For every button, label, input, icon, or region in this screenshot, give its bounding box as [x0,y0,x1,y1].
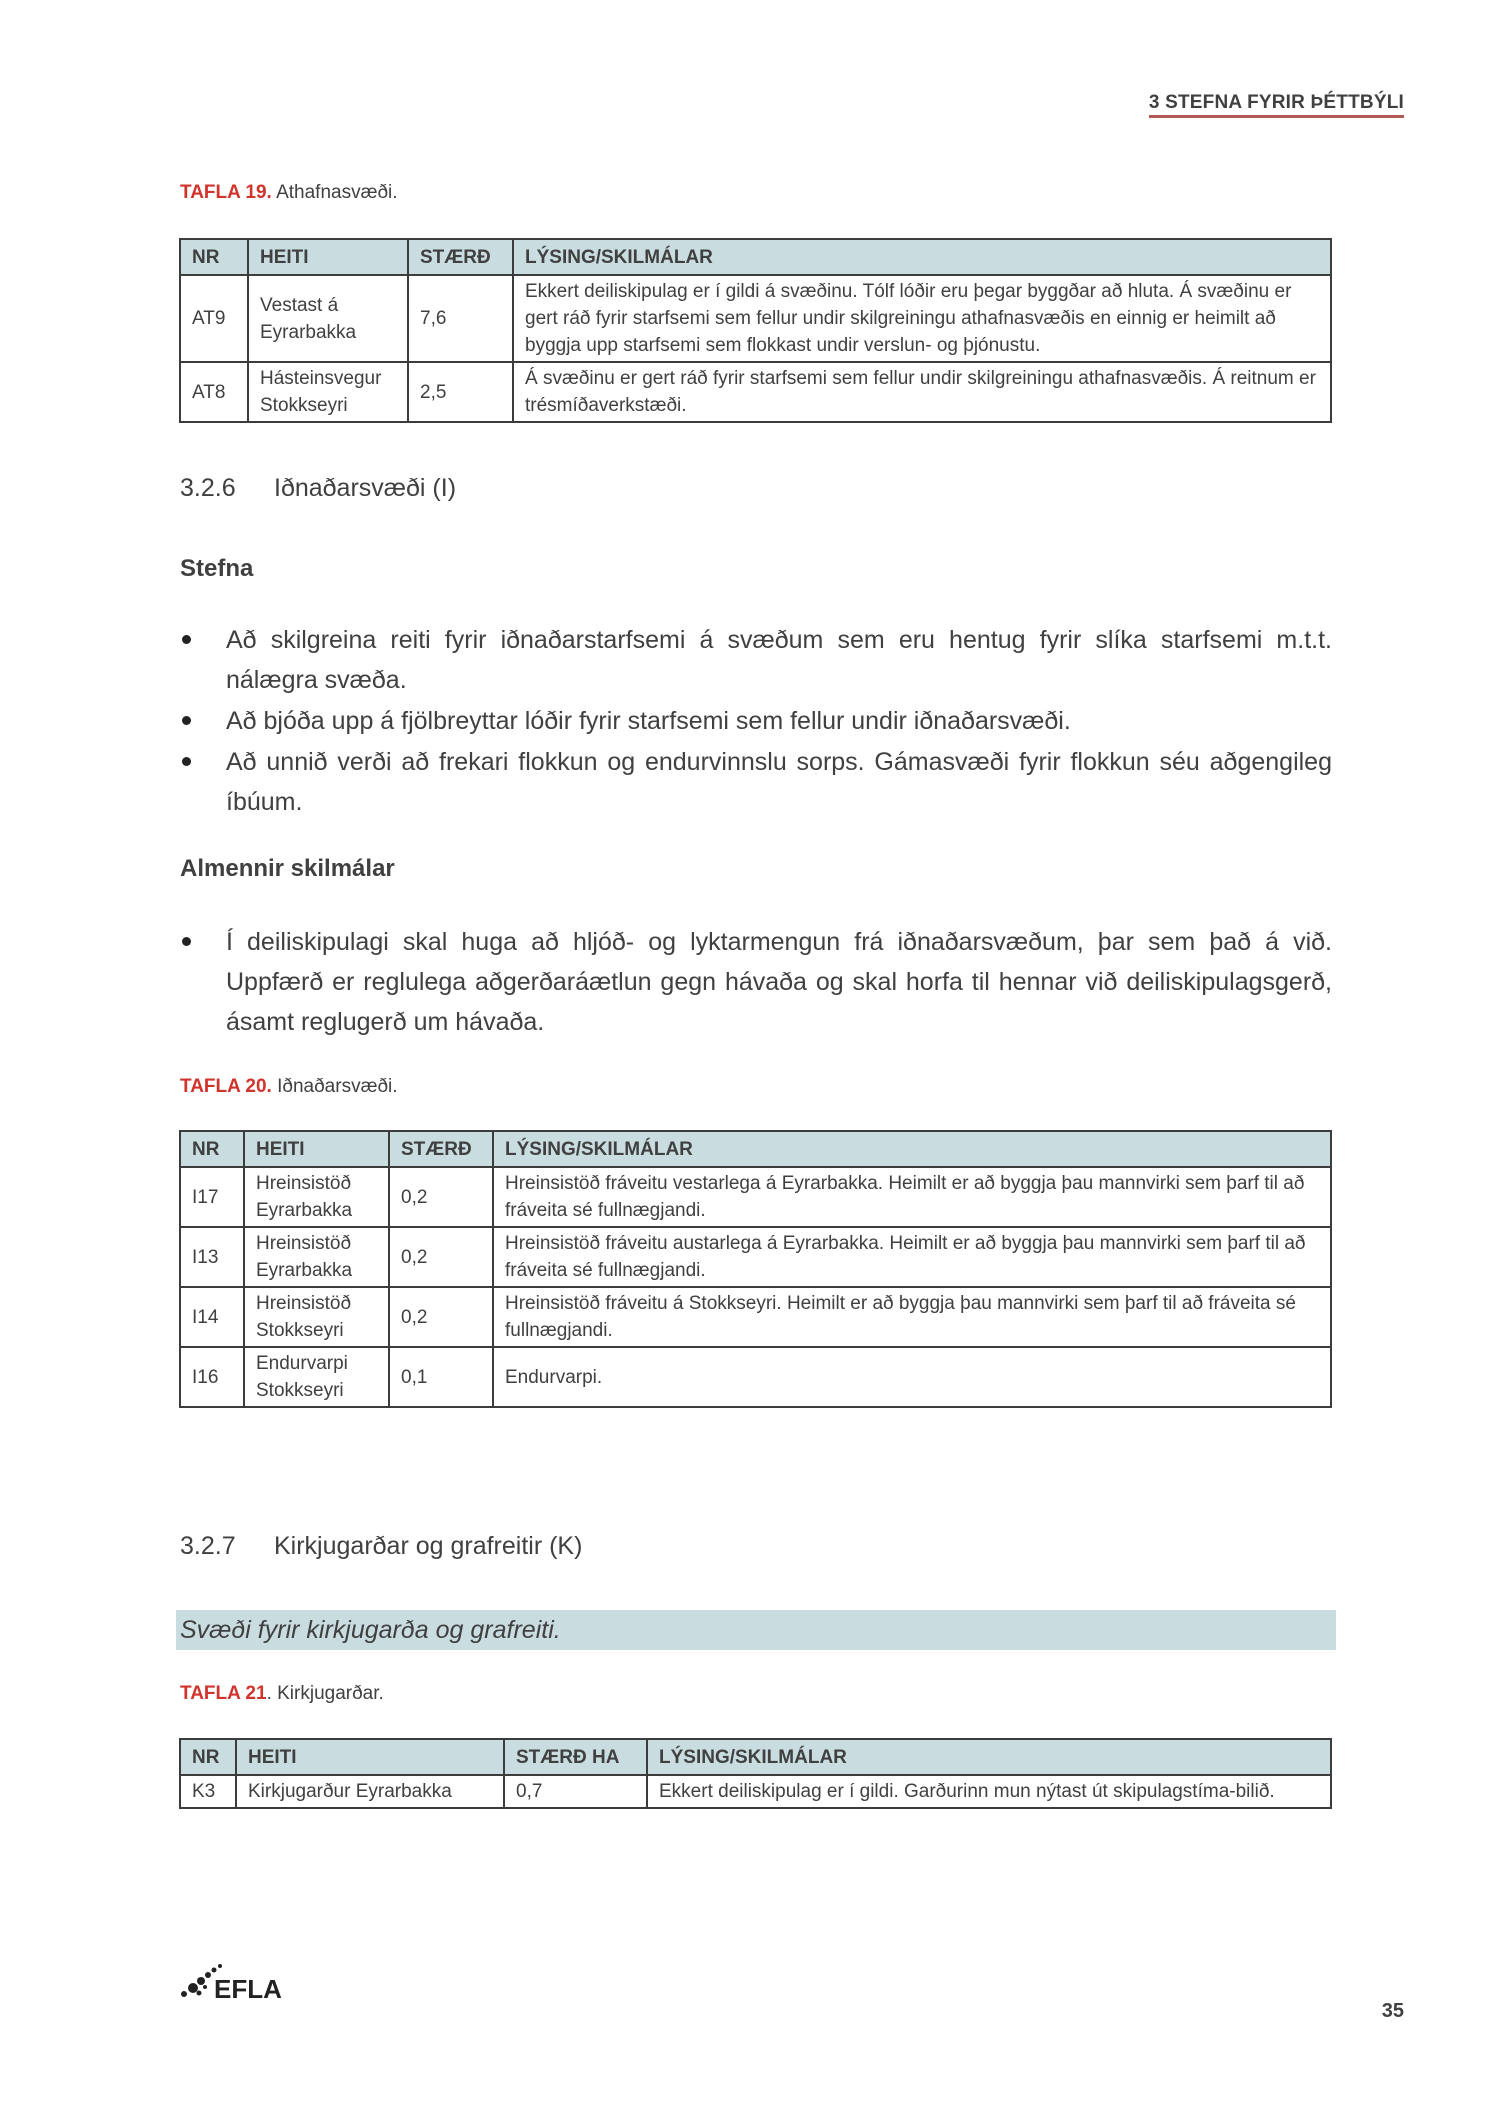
table-row [180,1167,1331,1227]
caption-label: TAFLA 21 [180,1683,267,1704]
cell-lysing: Ekkert deiliskipulag er í gildi á svæðinu. Tólf lóðir eru þegar byggðar að hluta. Á svæðinu er gert ráð fyrir starfsemi sem fellur undir skilgreiningu athafnasvæðis en einnig er heimilt að byggja upp starfsemi sem flokkast undir verslun- og þjónustu. [513,275,1331,362]
cell-lysing: Hreinsistöð fráveitu austarlega á Eyrarbakka. Heimilt er að byggja þau mannvirki sem þarf til að fráveita sé fullnægjandi. [493,1227,1331,1287]
col-nr: NR [180,1131,244,1167]
col-nr: NR [180,239,248,275]
table-20-caption [180,1076,398,1098]
cell-heiti: Endurvarpi Stokkseyri [244,1347,389,1407]
table-row [180,1287,1331,1347]
section-heading-326 [180,474,456,503]
cell-nr: I17 [180,1167,244,1227]
cell-nr: AT9 [180,275,248,362]
cell-heiti: Hásteinsvegur Stokkseyri [248,362,408,422]
col-heiti: HEITI [236,1739,504,1775]
skilmalar-heading: Almennir skilmálar [180,855,395,882]
table-row [180,1227,1331,1287]
cell-heiti: Hreinsistöð Eyrarbakka [244,1227,389,1287]
col-lysing: LÝSING/SKILMÁLAR [647,1739,1331,1775]
col-lysing: LÝSING/SKILMÁLAR [513,239,1331,275]
section-title: Iðnaðarsvæði (I) [274,474,457,502]
page-number: 35 [1381,2000,1404,2022]
table-21 [179,1738,1332,1809]
running-header: 3 STEFNA FYRIR ÞÉTTBÝLI [1149,92,1404,118]
cell-lysing: Hreinsistöð fráveitu á Stokkseyri. Heimilt er að byggja þau mannvirki sem þarf til að fráveita sé fullnægjandi. [493,1287,1331,1347]
cell-staerd: 7,6 [408,275,513,362]
bullet-icon [182,635,191,644]
highlight-box: Svæði fyrir kirkjugarða og grafreiti. [176,1610,1336,1650]
efla-logo [180,1962,300,2002]
cell-heiti: Hreinsistöð Stokkseyri [244,1287,389,1347]
list-item: Í deiliskipulagi skal huga að hljóð- og lyktarmengun frá iðnaðarsvæðum, þar sem það á við. Uppfærð er reglulega aðgerðaráætlun gegn hávaða og skal horfa til hennar við deiliskipulagsgerð, ásamt reglugerð um hávaða. [180,922,1332,1042]
table-20 [179,1130,1332,1408]
list-item: Að unnið verði að frekari flokkun og endurvinnslu sorps. Gámasvæði fyrir flokkun séu aðgengileg íbúum. [180,742,1332,822]
efla-logo-icon [180,1962,300,2002]
cell-nr: AT8 [180,362,248,422]
section-title: Kirkjugarðar og grafreitir (K) [274,1532,583,1560]
cell-staerd: 2,5 [408,362,513,422]
cell-heiti: Hreinsistöð Eyrarbakka [244,1167,389,1227]
col-staerd: STÆRÐ [408,239,513,275]
cell-nr: I13 [180,1227,244,1287]
cell-nr: I16 [180,1347,244,1407]
list-item: Að skilgreina reiti fyrir iðnaðarstarfsemi á svæðum sem eru hentug fyrir slíka starfsemi m.t.t. nálægra svæða. [180,620,1332,700]
bullet-icon [182,937,191,946]
col-heiti: HEITI [244,1131,389,1167]
skilmalar-list [180,922,1332,1043]
col-lysing: LÝSING/SKILMÁLAR [493,1131,1331,1167]
col-nr: NR [180,1739,236,1775]
caption-text: Athafnasvæði. [271,182,398,203]
bullet-icon [182,716,191,725]
cell-lysing: Hreinsistöð fráveitu vestarlega á Eyrarbakka. Heimilt er að byggja þau mannvirki sem þarf til að fráveita sé fullnægjandi. [493,1167,1331,1227]
cell-nr: K3 [180,1775,236,1808]
cell-staerd: 0,1 [389,1347,493,1407]
table-header-row [180,239,1331,275]
cell-heiti: Vestast á Eyrarbakka [248,275,408,362]
table-19-caption [180,182,398,204]
cell-staerd: 0,7 [504,1775,647,1808]
section-heading-327 [180,1532,582,1561]
col-staerd: STÆRÐ [389,1131,493,1167]
table-row [180,1347,1331,1407]
cell-staerd: 0,2 [389,1227,493,1287]
list-item: Að bjóða upp á fjölbreyttar lóðir fyrir starfsemi sem fellur undir iðnaðarsvæði. [180,701,1332,741]
col-heiti: HEITI [248,239,408,275]
caption-label: TAFLA 20. [180,1076,272,1097]
table-19 [179,238,1332,423]
cell-staerd: 0,2 [389,1287,493,1347]
stefna-heading: Stefna [180,555,254,582]
cell-heiti: Kirkjugarður Eyrarbakka [236,1775,504,1808]
table-header-row [180,1739,1331,1775]
caption-text: . Kirkjugarðar. [266,1683,384,1704]
bullet-icon [182,757,191,766]
cell-lysing: Endurvarpi. [493,1347,1331,1407]
svg-text:EFLA: EFLA [214,1974,282,2002]
caption-label: TAFLA 19. [180,182,272,203]
col-staerd: STÆRÐ HA [504,1739,647,1775]
section-number: 3.2.7 [180,1532,236,1560]
section-number: 3.2.6 [180,474,236,502]
cell-lysing: Á svæðinu er gert ráð fyrir starfsemi sem fellur undir skilgreiningu athafnasvæðis. Á reitnum er trésmíðaverkstæði. [513,362,1331,422]
caption-text: Iðnaðarsvæði. [271,1076,398,1097]
cell-lysing: Ekkert deiliskipulag er í gildi. Garðurinn mun nýtast út skipulagstíma-bilið. [647,1775,1331,1808]
stefna-list [180,620,1332,823]
table-row [180,362,1331,422]
table-row [180,275,1331,362]
table-header-row [180,1131,1331,1167]
cell-staerd: 0,2 [389,1167,493,1227]
cell-nr: I14 [180,1287,244,1347]
table-21-caption [180,1683,384,1705]
table-row [180,1775,1331,1808]
